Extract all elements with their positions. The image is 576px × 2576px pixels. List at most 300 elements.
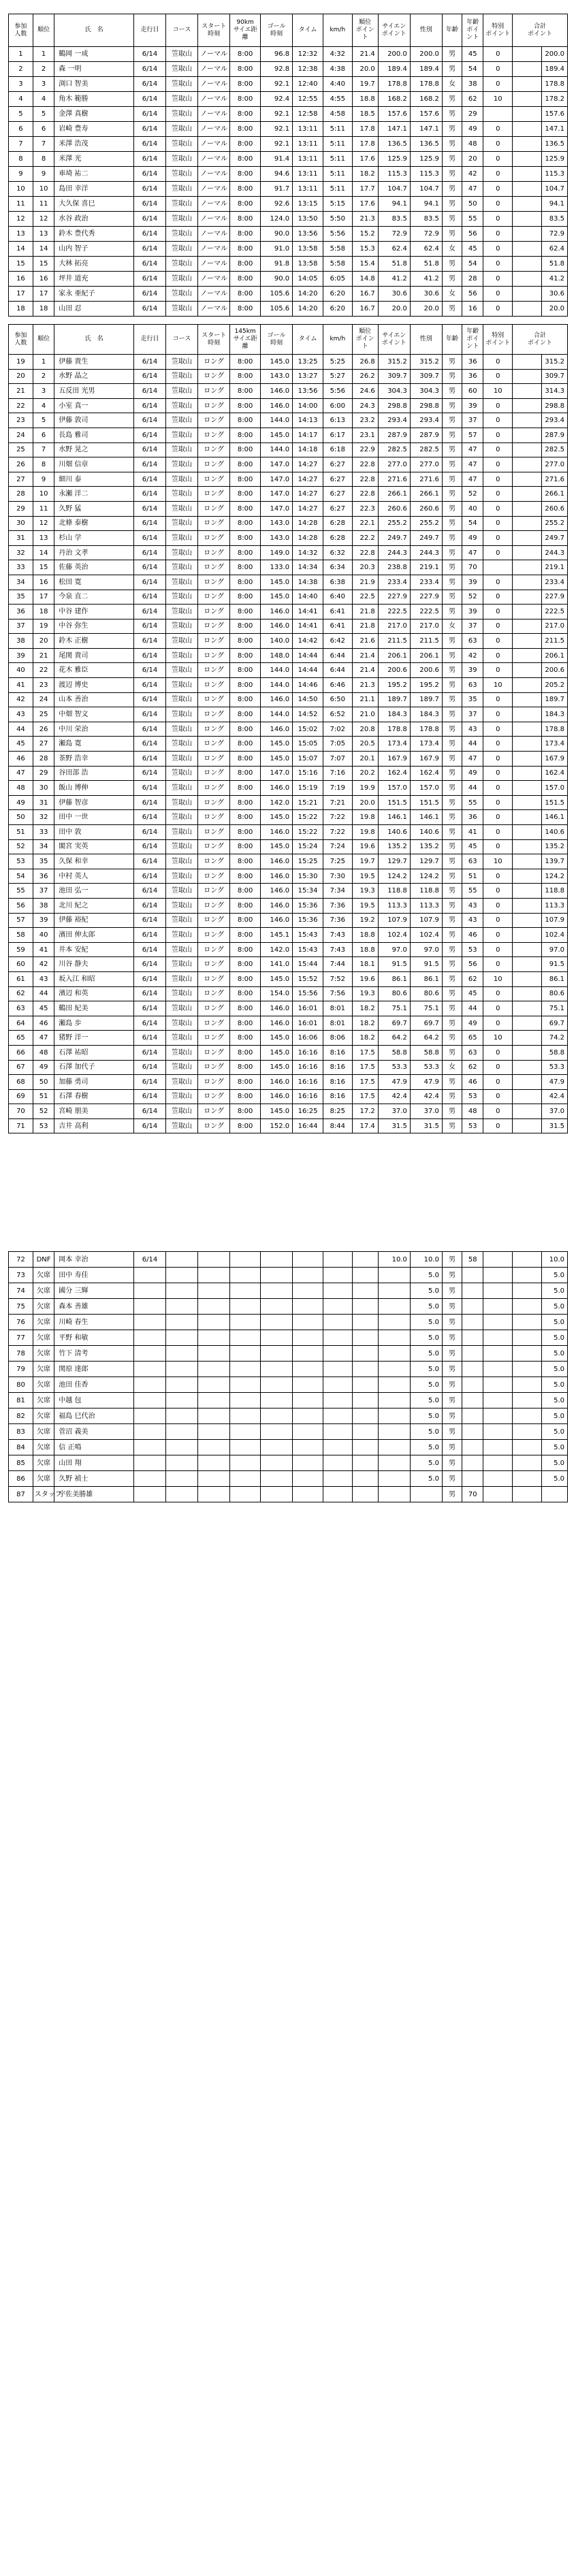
- cell-col-7: 146.0: [261, 913, 293, 928]
- cell-col-14: [462, 1393, 483, 1408]
- cell-col-16: [513, 545, 542, 560]
- cell-col-2: 田中 敦: [54, 825, 134, 840]
- cell-col-16: [513, 1299, 542, 1315]
- table-row: [9, 810, 568, 825]
- cell-col-13: 男: [442, 1346, 462, 1362]
- cell-col-15: 10: [483, 384, 513, 399]
- cell-col-16: [513, 1455, 542, 1471]
- cell-col-5: ロング: [198, 355, 230, 370]
- cell-col-2: 信 正鳴: [54, 1440, 134, 1455]
- cell-col-2: 花木 雅臣: [54, 663, 134, 678]
- cell-col-1: 48: [33, 1045, 54, 1060]
- cell-col-0: 71: [9, 1118, 33, 1133]
- cell-col-6: 8:00: [230, 663, 261, 678]
- cell-col-5: ノーマル: [198, 182, 230, 197]
- cell-col-15: [483, 1377, 513, 1393]
- cell-col-9: 6:42: [323, 634, 353, 649]
- column-header: 特別 ポイント: [483, 14, 513, 47]
- cell-col-2: 川畑 信章: [54, 457, 134, 472]
- cell-col-6: [230, 1455, 261, 1471]
- cell-col-16: [513, 1118, 542, 1133]
- cell-col-5: [198, 1408, 230, 1424]
- cell-col-6: 8:00: [230, 678, 261, 693]
- column-header: 合計 ポイント: [513, 325, 568, 355]
- cell-col-2: 米澤 光: [54, 152, 134, 167]
- cell-col-8: 14:46: [293, 678, 323, 693]
- cell-col-16: [513, 619, 542, 634]
- cell-col-3: 6/14: [133, 77, 165, 92]
- cell-col-10: 21.8: [352, 605, 378, 619]
- cell-col-14: 46: [462, 1075, 483, 1090]
- cell-col-9: 6:27: [323, 472, 353, 487]
- cell-col-2: 永瀬 洋二: [54, 487, 134, 502]
- cell-col-11: 135.2: [378, 839, 410, 854]
- cell-col-10: 19.7: [352, 854, 378, 869]
- cell-col-16: [513, 898, 542, 913]
- cell-col-12: 31.5: [410, 1118, 442, 1133]
- cell-col-13: 男: [442, 442, 462, 457]
- cell-col-2: 宮崎 朋美: [54, 1104, 134, 1119]
- cell-col-9: 7:44: [323, 957, 353, 972]
- cell-col-0: 73: [9, 1268, 33, 1283]
- cell-col-1: 欠席: [33, 1315, 54, 1330]
- table-row: [9, 1268, 568, 1283]
- cell-col-3: 6/14: [133, 898, 165, 913]
- cell-col-3: 6/14: [133, 107, 165, 122]
- cell-col-2: 山内 智子: [54, 242, 134, 257]
- cell-col-6: 8:00: [230, 516, 261, 531]
- cell-col-15: 0: [483, 242, 513, 257]
- cell-col-17: 5.0: [541, 1455, 567, 1471]
- cell-col-15: 0: [483, 913, 513, 928]
- table-row: [9, 257, 568, 272]
- cell-col-11: 58.8: [378, 1045, 410, 1060]
- cell-col-0: 86: [9, 1471, 33, 1487]
- cell-col-11: 287.9: [378, 428, 410, 442]
- cell-col-6: 8:00: [230, 810, 261, 825]
- cell-col-6: 8:00: [230, 692, 261, 707]
- cell-col-4: [166, 1362, 198, 1377]
- cell-col-4: 笠取山: [166, 928, 198, 943]
- cell-col-9: 5:58: [323, 257, 353, 272]
- cell-col-12: 30.6: [410, 287, 442, 302]
- cell-col-11: 69.7: [378, 1016, 410, 1031]
- cell-col-4: 笠取山: [166, 605, 198, 619]
- cell-col-0: 66: [9, 1045, 33, 1060]
- cell-col-15: 0: [483, 257, 513, 272]
- cell-col-9: 6:41: [323, 619, 353, 634]
- cell-col-14: 53: [462, 942, 483, 957]
- cell-col-5: [198, 1393, 230, 1408]
- cell-col-3: 6/14: [133, 501, 165, 516]
- cell-col-1: 16: [33, 272, 54, 287]
- cell-col-9: 7:36: [323, 913, 353, 928]
- cell-col-16: [513, 487, 542, 502]
- cell-col-10: 20.5: [352, 737, 378, 752]
- cell-col-11: 102.4: [378, 928, 410, 943]
- cell-col-1: 36: [33, 869, 54, 884]
- cell-col-7: [261, 1455, 293, 1471]
- cell-col-8: 14:18: [293, 442, 323, 457]
- cell-col-7: 91.7: [261, 182, 293, 197]
- cell-col-14: 47: [462, 472, 483, 487]
- cell-col-15: 0: [483, 619, 513, 634]
- cell-col-4: 笠取山: [166, 986, 198, 1001]
- cell-col-2: 久野 猛: [54, 501, 134, 516]
- cell-col-15: 0: [483, 957, 513, 972]
- cell-col-2: 久保 和幸: [54, 854, 134, 869]
- table-row: [9, 737, 568, 752]
- cell-col-10: [352, 1487, 378, 1502]
- cell-col-3: [133, 1377, 165, 1393]
- column-header: 合計 ポイント: [513, 14, 568, 47]
- cell-col-14: [462, 1455, 483, 1471]
- cell-col-1: 29: [33, 766, 54, 781]
- cell-col-10: 19.7: [352, 77, 378, 92]
- cell-col-0: 59: [9, 942, 33, 957]
- cell-col-6: 8:00: [230, 1016, 261, 1031]
- cell-col-11: 146.1: [378, 810, 410, 825]
- long-course-table: [8, 324, 568, 1133]
- cell-col-13: 男: [442, 531, 462, 546]
- cell-col-9: 7:30: [323, 869, 353, 884]
- cell-col-16: [513, 766, 542, 781]
- cell-col-12: 293.4: [410, 413, 442, 428]
- cell-col-2: 石澤 加代子: [54, 1060, 134, 1075]
- cell-col-10: 20.0: [352, 795, 378, 810]
- cell-col-10: 18.2: [352, 1016, 378, 1031]
- cell-col-16: [513, 752, 542, 767]
- cell-col-11: [378, 1268, 410, 1283]
- cell-col-16: [513, 242, 542, 257]
- cell-col-6: 8:00: [230, 212, 261, 227]
- table-row: [9, 167, 568, 182]
- cell-col-12: 51.8: [410, 257, 442, 272]
- cell-col-2: 中川 栄治: [54, 722, 134, 737]
- column-header: 氏 名: [54, 14, 134, 47]
- cell-col-4: [166, 1440, 198, 1455]
- cell-col-13: 女: [442, 1060, 462, 1075]
- table-row: [9, 1001, 568, 1016]
- cell-col-15: 0: [483, 648, 513, 663]
- cell-col-1: 45: [33, 1001, 54, 1016]
- cell-col-5: [198, 1268, 230, 1283]
- table-row: [9, 77, 568, 92]
- cell-col-9: 7:21: [323, 795, 353, 810]
- cell-col-5: [198, 1315, 230, 1330]
- cell-col-14: 62: [462, 971, 483, 986]
- cell-col-7: 145.0: [261, 1031, 293, 1046]
- cell-col-4: 笠取山: [166, 898, 198, 913]
- cell-col-17: 53.3: [541, 1060, 567, 1075]
- table-row: [9, 1408, 568, 1424]
- table-row: [9, 707, 568, 722]
- cell-col-8: 12:58: [293, 107, 323, 122]
- cell-col-11: 125.9: [378, 152, 410, 167]
- cell-col-4: 笠取山: [166, 516, 198, 531]
- cell-col-8: [293, 1346, 323, 1362]
- cell-col-14: 40: [462, 501, 483, 516]
- cell-col-11: 20.0: [378, 302, 410, 317]
- cell-col-3: 6/14: [133, 227, 165, 242]
- cell-col-12: 5.0: [410, 1393, 442, 1408]
- cell-col-15: [483, 1393, 513, 1408]
- cell-col-12: 178.8: [410, 722, 442, 737]
- cell-col-11: 200.6: [378, 663, 410, 678]
- cell-col-0: 56: [9, 898, 33, 913]
- cell-col-14: 36: [462, 810, 483, 825]
- cell-col-0: 61: [9, 971, 33, 986]
- cell-col-6: 8:00: [230, 1031, 261, 1046]
- cell-col-4: 笠取山: [166, 92, 198, 107]
- cell-col-3: 6/14: [133, 663, 165, 678]
- absence-table: [8, 1251, 568, 1502]
- cell-col-13: 男: [442, 1001, 462, 1016]
- cell-col-11: 129.7: [378, 854, 410, 869]
- cell-col-17: 189.4: [541, 62, 567, 77]
- cell-col-16: [513, 302, 542, 317]
- cell-col-15: 0: [483, 516, 513, 531]
- cell-col-6: 8:00: [230, 795, 261, 810]
- cell-col-5: ロング: [198, 384, 230, 399]
- cell-col-0: 29: [9, 501, 33, 516]
- cell-col-7: 147.0: [261, 457, 293, 472]
- cell-col-0: 53: [9, 854, 33, 869]
- cell-col-12: 5.0: [410, 1330, 442, 1346]
- cell-col-1: 欠席: [33, 1299, 54, 1315]
- cell-col-14: [462, 1330, 483, 1346]
- cell-col-10: 22.8: [352, 457, 378, 472]
- cell-col-9: 6:28: [323, 516, 353, 531]
- cell-col-13: 男: [442, 825, 462, 840]
- cell-col-8: [293, 1268, 323, 1283]
- cell-col-0: 28: [9, 487, 33, 502]
- table-row: [9, 1346, 568, 1362]
- cell-col-2: 米澤 浩茂: [54, 137, 134, 152]
- cell-col-11: 277.0: [378, 457, 410, 472]
- cell-col-2: 茶野 浩幸: [54, 752, 134, 767]
- cell-col-17: 151.5: [541, 795, 567, 810]
- cell-col-1: 37: [33, 884, 54, 899]
- table-row: [9, 619, 568, 634]
- cell-col-2: 國分 三輝: [54, 1283, 134, 1299]
- cell-col-12: 135.2: [410, 839, 442, 854]
- cell-col-8: 13:11: [293, 182, 323, 197]
- cell-col-12: 146.1: [410, 810, 442, 825]
- cell-col-11: [378, 1455, 410, 1471]
- cell-col-1: 12: [33, 516, 54, 531]
- cell-col-3: 6/14: [133, 1104, 165, 1119]
- cell-col-4: 笠取山: [166, 122, 198, 137]
- cell-col-17: 97.0: [541, 942, 567, 957]
- cell-col-11: 41.2: [378, 272, 410, 287]
- cell-col-6: 8:00: [230, 1075, 261, 1090]
- cell-col-1: 5: [33, 413, 54, 428]
- cell-col-13: 男: [442, 167, 462, 182]
- cell-col-0: 19: [9, 355, 33, 370]
- cell-col-9: [323, 1252, 353, 1268]
- cell-col-6: 8:00: [230, 457, 261, 472]
- cell-col-3: 6/14: [133, 457, 165, 472]
- cell-col-10: 17.5: [352, 1089, 378, 1104]
- cell-col-0: 70: [9, 1104, 33, 1119]
- cell-col-15: 0: [483, 137, 513, 152]
- cell-col-2: 中谷 弥生: [54, 619, 134, 634]
- cell-col-2: 加藤 勇司: [54, 1075, 134, 1090]
- cell-col-1: 53: [33, 1118, 54, 1133]
- cell-col-15: 0: [483, 227, 513, 242]
- cell-col-14: 35: [462, 692, 483, 707]
- cell-col-1: 6: [33, 122, 54, 137]
- cell-col-2: 杉山 学: [54, 531, 134, 546]
- cell-col-3: [133, 1471, 165, 1487]
- cell-col-1: 11: [33, 197, 54, 212]
- column-header: km/h: [323, 325, 353, 355]
- cell-col-9: 6:28: [323, 531, 353, 546]
- cell-col-2: 谷田部 浩: [54, 766, 134, 781]
- table-row: [9, 986, 568, 1001]
- cell-col-12: 72.9: [410, 227, 442, 242]
- cell-col-10: [352, 1362, 378, 1377]
- cell-col-12: 233.4: [410, 575, 442, 590]
- cell-col-12: 5.0: [410, 1299, 442, 1315]
- cell-col-6: 8:00: [230, 302, 261, 317]
- cell-col-2: 金澤 真樹: [54, 107, 134, 122]
- cell-col-15: 0: [483, 531, 513, 546]
- cell-col-3: 6/14: [133, 722, 165, 737]
- column-header: 年齢: [442, 14, 462, 47]
- cell-col-17: 167.9: [541, 752, 567, 767]
- cell-col-7: 105.6: [261, 302, 293, 317]
- cell-col-10: 18.5: [352, 107, 378, 122]
- cell-col-10: [352, 1299, 378, 1315]
- cell-col-16: [513, 1060, 542, 1075]
- cell-col-2: 島田 幸洋: [54, 182, 134, 197]
- cell-col-6: [230, 1283, 261, 1299]
- cell-col-5: ロング: [198, 428, 230, 442]
- cell-col-8: 13:11: [293, 152, 323, 167]
- cell-col-9: 4:38: [323, 62, 353, 77]
- column-header: サイエン ポイント: [378, 325, 410, 355]
- table-row: [9, 1487, 568, 1502]
- table-row: [9, 1118, 568, 1133]
- cell-col-4: 笠取山: [166, 62, 198, 77]
- cell-col-11: 115.3: [378, 167, 410, 182]
- cell-col-2: 長島 雅司: [54, 428, 134, 442]
- cell-col-14: 47: [462, 182, 483, 197]
- cell-col-17: 91.5: [541, 957, 567, 972]
- cell-col-4: [166, 1377, 198, 1393]
- cell-col-13: 男: [442, 957, 462, 972]
- cell-col-12: 42.4: [410, 1089, 442, 1104]
- cell-col-6: 8:00: [230, 472, 261, 487]
- cell-col-4: 笠取山: [166, 531, 198, 546]
- cell-col-2: 瀬島 寛: [54, 737, 134, 752]
- cell-col-10: [352, 1283, 378, 1299]
- cell-col-15: [483, 107, 513, 122]
- cell-col-11: [378, 1315, 410, 1330]
- cell-col-0: 52: [9, 839, 33, 854]
- cell-col-9: 7:05: [323, 737, 353, 752]
- cell-col-2: 鶴岡 一成: [54, 47, 134, 62]
- cell-col-4: 笠取山: [166, 442, 198, 457]
- cell-col-4: 笠取山: [166, 384, 198, 399]
- cell-col-6: [230, 1440, 261, 1455]
- cell-col-16: [513, 287, 542, 302]
- cell-col-14: [462, 1408, 483, 1424]
- cell-col-5: [198, 1487, 230, 1502]
- cell-col-1: 6: [33, 428, 54, 442]
- cell-col-17: 282.5: [541, 442, 567, 457]
- cell-col-14: 49: [462, 1016, 483, 1031]
- cell-col-14: 47: [462, 442, 483, 457]
- cell-col-13: 男: [442, 1440, 462, 1455]
- cell-col-11: 91.5: [378, 957, 410, 972]
- cell-col-16: [513, 590, 542, 605]
- cell-col-14: 54: [462, 62, 483, 77]
- cell-col-15: [483, 560, 513, 575]
- cell-col-7: 146.0: [261, 722, 293, 737]
- cell-col-16: [513, 501, 542, 516]
- cell-col-1: 1: [33, 47, 54, 62]
- cell-col-8: 14:27: [293, 472, 323, 487]
- cell-col-14: 49: [462, 122, 483, 137]
- cell-col-13: 男: [442, 428, 462, 442]
- cell-col-1: 欠席: [33, 1455, 54, 1471]
- cell-col-12: 255.2: [410, 516, 442, 531]
- cell-col-16: [513, 1075, 542, 1090]
- cell-col-9: 6:38: [323, 575, 353, 590]
- cell-col-9: 6:32: [323, 545, 353, 560]
- cell-col-0: 48: [9, 781, 33, 796]
- cell-col-0: 58: [9, 928, 33, 943]
- cell-col-11: 157.0: [378, 781, 410, 796]
- table-row: [9, 197, 568, 212]
- cell-col-7: 145.0: [261, 1104, 293, 1119]
- cell-col-13: 男: [442, 942, 462, 957]
- cell-col-15: 0: [483, 692, 513, 707]
- cell-col-13: 男: [442, 1408, 462, 1424]
- cell-col-9: 7:52: [323, 971, 353, 986]
- table-row: [9, 1440, 568, 1455]
- cell-col-16: [513, 1408, 542, 1424]
- cell-col-6: 8:00: [230, 737, 261, 752]
- cell-col-13: 男: [442, 1031, 462, 1046]
- cell-col-0: 85: [9, 1455, 33, 1471]
- cell-col-5: ロング: [198, 737, 230, 752]
- cell-col-12: 167.9: [410, 752, 442, 767]
- column-header: 性別: [410, 14, 442, 47]
- cell-col-11: 104.7: [378, 182, 410, 197]
- cell-col-8: 16:01: [293, 1016, 323, 1031]
- cell-col-17: 37.0: [541, 1104, 567, 1119]
- cell-col-2: 岡本 幸治: [54, 1252, 134, 1268]
- cell-col-16: [513, 1346, 542, 1362]
- cell-col-4: 笠取山: [166, 182, 198, 197]
- cell-col-17: 298.8: [541, 398, 567, 413]
- table-row: [9, 678, 568, 693]
- cell-col-12: 62.4: [410, 242, 442, 257]
- cell-col-7: 90.0: [261, 227, 293, 242]
- cell-col-1: 50: [33, 1075, 54, 1090]
- cell-col-7: [261, 1471, 293, 1487]
- cell-col-7: 154.0: [261, 986, 293, 1001]
- cell-col-13: 男: [442, 1118, 462, 1133]
- column-header: 順位 ポイント: [352, 14, 378, 47]
- cell-col-13: 男: [442, 1283, 462, 1299]
- cell-col-13: 男: [442, 1315, 462, 1330]
- cell-col-2: 五反田 光男: [54, 384, 134, 399]
